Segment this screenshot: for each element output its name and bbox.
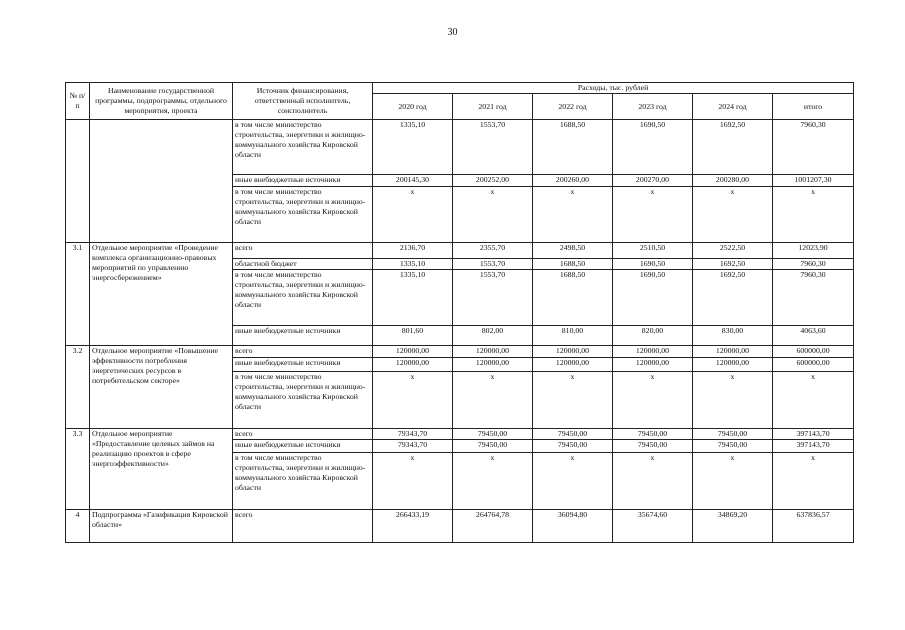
- row-value-cell: x: [453, 372, 533, 429]
- row-value-cell: 1335,10: [373, 259, 453, 270]
- row-value-cell: x: [613, 372, 693, 429]
- row-source-cell: всего: [233, 429, 373, 440]
- row-value-cell: 397143,70: [773, 429, 854, 440]
- row-value-cell: x: [613, 453, 693, 510]
- row-value-cell: 1692,50: [693, 259, 773, 270]
- row-value-cell: x: [533, 187, 613, 243]
- row-value-cell: x: [613, 187, 693, 243]
- row-value-cell: 1335,10: [373, 270, 453, 326]
- row-value-cell: 79450,00: [533, 429, 613, 440]
- page-number: 30: [447, 27, 458, 38]
- row-number-cell: 3.1: [66, 243, 90, 346]
- row-value-cell: 1553,70: [453, 270, 533, 326]
- row-value-cell: x: [453, 187, 533, 243]
- row-value-cell: 120000,00: [693, 346, 773, 358]
- row-number-cell: 3.3: [66, 429, 90, 510]
- header-source: Источник финансирования, ответственный исполнитель, соисполнитель: [233, 83, 373, 120]
- row-value-cell: 120000,00: [373, 358, 453, 372]
- header-year-2024: 2024 год: [693, 94, 773, 120]
- row-name-cell: Отдельное мероприятие «Предоставление целевых займов на реализацию проектов в сфере энергоэффективности»: [90, 429, 233, 510]
- row-value-cell: 120000,00: [613, 346, 693, 358]
- table-row: [66, 510, 854, 543]
- row-value-cell: 802,00: [453, 326, 533, 346]
- row-value-cell: 2498,50: [533, 243, 613, 259]
- row-value-cell: x: [373, 187, 453, 243]
- header-year-2023: 2023 год: [613, 94, 693, 120]
- row-value-cell: 600000,00: [773, 346, 854, 358]
- table-body: [66, 120, 854, 543]
- row-value-cell: 120000,00: [373, 346, 453, 358]
- row-value-cell: x: [373, 453, 453, 510]
- row-value-cell: 1690,50: [613, 259, 693, 270]
- row-value-cell: 1692,50: [693, 120, 773, 175]
- row-value-cell: 200252,00: [453, 175, 533, 187]
- row-value-cell: 34869,20: [693, 510, 773, 543]
- row-value-cell: 200260,00: [533, 175, 613, 187]
- row-name-cell: [90, 120, 233, 243]
- table-header: [66, 83, 854, 120]
- row-value-cell: 79343,70: [373, 440, 453, 453]
- row-value-cell: 2522,50: [693, 243, 773, 259]
- row-value-cell: 2136,70: [373, 243, 453, 259]
- row-source-cell: в том числе министерство строительства, энергетики и жилищно-коммунального хозяйства Кировской области: [233, 270, 373, 326]
- header-year-2022: 2022 год: [533, 94, 613, 120]
- row-value-cell: 35674,60: [613, 510, 693, 543]
- row-value-cell: 79450,00: [613, 440, 693, 453]
- row-value-cell: x: [533, 453, 613, 510]
- row-value-cell: 1690,50: [613, 270, 693, 326]
- row-value-cell: 1688,50: [533, 120, 613, 175]
- row-number-cell: [66, 120, 90, 243]
- row-value-cell: 79450,00: [693, 429, 773, 440]
- row-value-cell: 1688,50: [533, 270, 613, 326]
- row-value-cell: 79343,70: [373, 429, 453, 440]
- row-value-cell: 2355,70: [453, 243, 533, 259]
- row-value-cell: 36094,80: [533, 510, 613, 543]
- row-source-cell: иные внебюджетные источники: [233, 326, 373, 346]
- row-source-cell: всего: [233, 510, 373, 543]
- row-value-cell: 1553,70: [453, 120, 533, 175]
- row-value-cell: 7960,30: [773, 259, 854, 270]
- row-value-cell: 4063,60: [773, 326, 854, 346]
- row-value-cell: x: [693, 187, 773, 243]
- row-value-cell: 79450,00: [613, 429, 693, 440]
- row-value-cell: 120000,00: [613, 358, 693, 372]
- table-row: [66, 243, 854, 259]
- row-name-cell: Подпрограмма «Газификация Кировской области»: [90, 510, 233, 543]
- row-value-cell: 7960,30: [773, 270, 854, 326]
- row-source-cell: в том числе министерство строительства, энергетики и жилищно-коммунального хозяйства Кировской области: [233, 453, 373, 510]
- table-row: [66, 429, 854, 440]
- row-value-cell: 1001207,30: [773, 175, 854, 187]
- row-value-cell: 1692,50: [693, 270, 773, 326]
- row-source-cell: в том числе министерство строительства, энергетики и жилищно-коммунального хозяйства Кировской области: [233, 187, 373, 243]
- row-value-cell: 79450,00: [453, 440, 533, 453]
- row-source-cell: всего: [233, 346, 373, 358]
- row-value-cell: 120000,00: [693, 358, 773, 372]
- row-name-cell: Отдельное мероприятие «Повышение эффективности потребления энергетических ресурсов в потребительском секторе»: [90, 346, 233, 429]
- row-number-cell: 3.2: [66, 346, 90, 429]
- row-source-cell: всего: [233, 243, 373, 259]
- row-value-cell: 120000,00: [533, 346, 613, 358]
- row-value-cell: 801,60: [373, 326, 453, 346]
- budget-table: [65, 82, 854, 543]
- header-year-2020: 2020 год: [373, 94, 453, 120]
- row-source-cell: иные внебюджетные источники: [233, 358, 373, 372]
- row-value-cell: 810,00: [533, 326, 613, 346]
- row-source-cell: иные внебюджетные источники: [233, 440, 373, 453]
- row-source-cell: в том числе министерство строительства, энергетики и жилищно-коммунального хозяйства Кировской области: [233, 372, 373, 429]
- row-value-cell: 79450,00: [533, 440, 613, 453]
- row-value-cell: x: [693, 372, 773, 429]
- header-total: итого: [773, 94, 854, 120]
- row-value-cell: 820,00: [613, 326, 693, 346]
- row-value-cell: 79450,00: [693, 440, 773, 453]
- header-name: Наименование государственной программы, подпрограммы, отдельного мероприятия, проекта: [90, 83, 233, 120]
- row-value-cell: 120000,00: [453, 358, 533, 372]
- row-value-cell: 397143,70: [773, 440, 854, 453]
- header-expenses: Расходы, тыс. рублей: [373, 83, 854, 94]
- row-value-cell: 1690,50: [613, 120, 693, 175]
- row-value-cell: 1688,50: [533, 259, 613, 270]
- row-value-cell: 266433,19: [373, 510, 453, 543]
- row-value-cell: 2510,50: [613, 243, 693, 259]
- row-source-cell: в том числе министерство строительства, энергетики и жилищно-коммунального хозяйства Кировской области: [233, 120, 373, 175]
- table-row: [66, 120, 854, 175]
- row-value-cell: x: [373, 372, 453, 429]
- header-num: № п/п: [66, 83, 90, 120]
- row-value-cell: 200270,00: [613, 175, 693, 187]
- row-value-cell: x: [693, 453, 773, 510]
- row-value-cell: 120000,00: [453, 346, 533, 358]
- row-value-cell: 830,00: [693, 326, 773, 346]
- row-value-cell: x: [773, 453, 854, 510]
- row-value-cell: 7960,30: [773, 120, 854, 175]
- row-value-cell: 1553,70: [453, 259, 533, 270]
- row-value-cell: 12023,90: [773, 243, 854, 259]
- row-value-cell: 600000,00: [773, 358, 854, 372]
- row-value-cell: 200145,30: [373, 175, 453, 187]
- row-value-cell: 264764,78: [453, 510, 533, 543]
- row-value-cell: 79450,00: [453, 429, 533, 440]
- row-value-cell: x: [773, 187, 854, 243]
- row-name-cell: Отдельное мероприятие «Проведение комплекса организационно-правовых мероприятий по управлению энергосбережением»: [90, 243, 233, 346]
- row-source-cell: областной бюджет: [233, 259, 373, 270]
- row-value-cell: 120000,00: [533, 358, 613, 372]
- row-value-cell: x: [773, 372, 854, 429]
- row-value-cell: 200280,00: [693, 175, 773, 187]
- row-number-cell: 4: [66, 510, 90, 543]
- row-source-cell: иные внебюджетные источники: [233, 175, 373, 187]
- row-value-cell: x: [533, 372, 613, 429]
- table-row: [66, 346, 854, 358]
- header-year-2021: 2021 год: [453, 94, 533, 120]
- row-value-cell: x: [453, 453, 533, 510]
- row-value-cell: 1335,10: [373, 120, 453, 175]
- row-value-cell: 637836,57: [773, 510, 854, 543]
